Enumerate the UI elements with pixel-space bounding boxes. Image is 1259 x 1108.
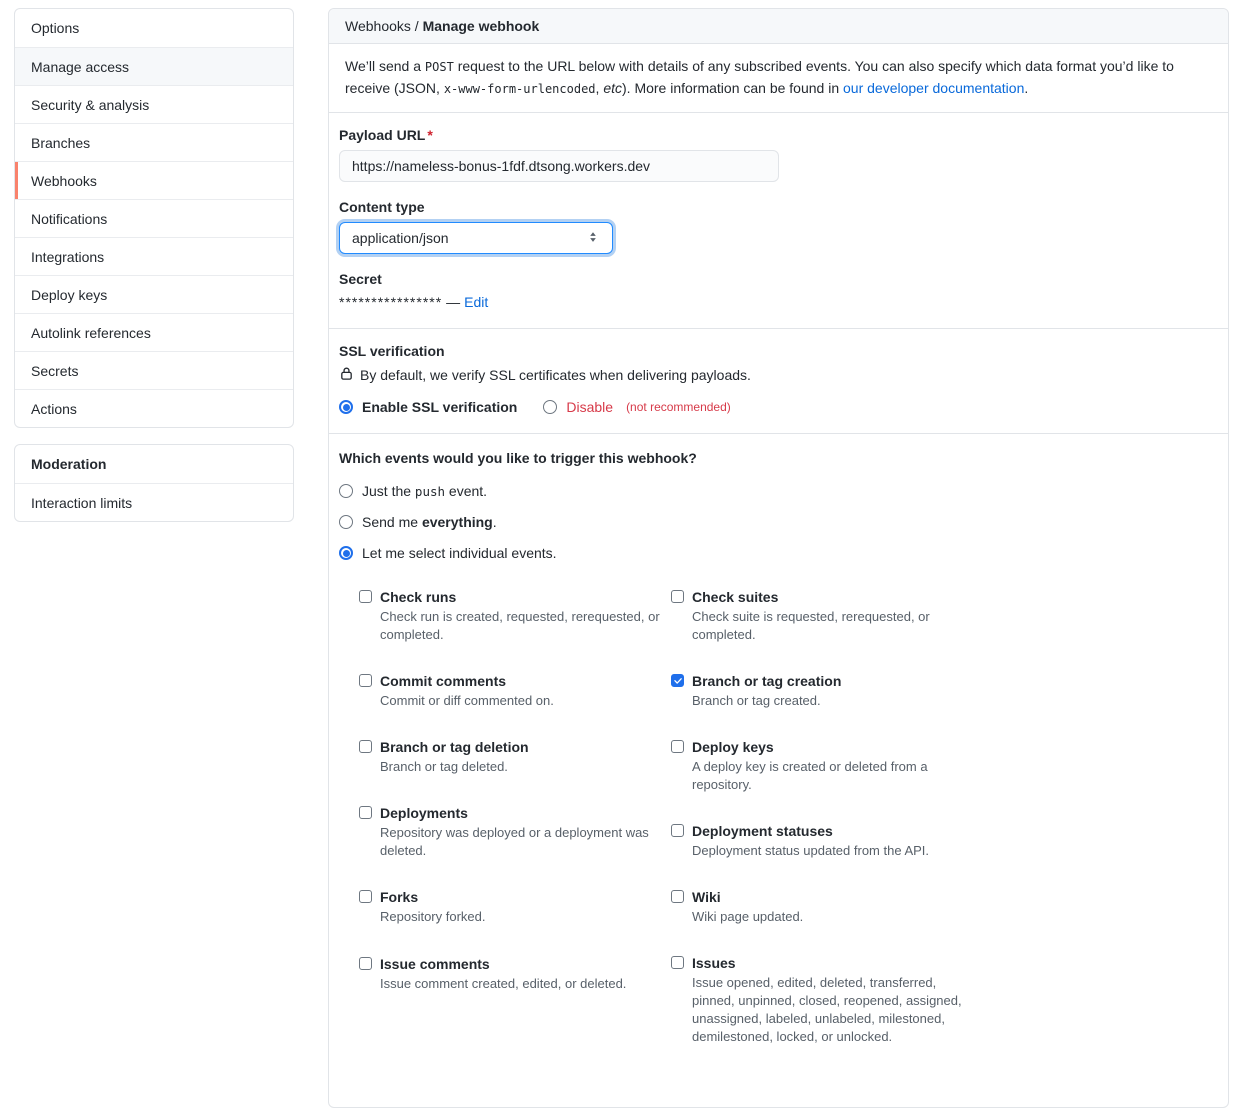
events-column-left bbox=[359, 587, 671, 1073]
sidebar-item-notifications[interactable]: Notifications bbox=[15, 199, 293, 237]
event-description: Wiki page updated. bbox=[692, 909, 804, 924]
event-title: Deploy keys bbox=[692, 739, 774, 755]
secret-edit-link[interactable]: Edit bbox=[464, 294, 489, 310]
event-description: Commit or diff commented on. bbox=[380, 693, 554, 708]
moderation-nav-group bbox=[14, 444, 294, 522]
just-push-radio[interactable] bbox=[339, 484, 353, 498]
radio-send-everything[interactable]: Send me everything. bbox=[339, 514, 1218, 530]
select-individual-radio[interactable] bbox=[339, 546, 353, 560]
sidebar-item-security-analysis[interactable]: Security & analysis bbox=[15, 85, 293, 123]
enable-ssl-radio-row[interactable] bbox=[339, 399, 517, 415]
deployment-statuses-checkbox[interactable] bbox=[671, 824, 684, 837]
payload-url-label: Payload URL * bbox=[339, 127, 433, 143]
event-title: Forks bbox=[380, 889, 419, 905]
ssl-note: By default, we verify SSL certificates when delivering payloads. bbox=[339, 366, 1218, 384]
radio-select-individual[interactable]: Let me select individual events. bbox=[339, 545, 1218, 561]
secret-masked-value: **************** bbox=[339, 294, 443, 310]
breadcrumb-separator: / bbox=[410, 18, 423, 34]
event-title: Check runs bbox=[380, 589, 457, 605]
sidebar-item-branches[interactable]: Branches bbox=[15, 123, 293, 161]
disable-ssl-radio[interactable] bbox=[543, 400, 557, 414]
event-title: Branch or tag deletion bbox=[380, 739, 529, 755]
sidebar-item-manage-access[interactable]: Manage access bbox=[15, 47, 293, 85]
sidebar-item-webhooks[interactable]: Webhooks bbox=[15, 161, 293, 199]
event-title: Deployments bbox=[380, 805, 468, 821]
sidebar-item-interaction-limits[interactable]: Interaction limits bbox=[15, 483, 293, 521]
events-grid bbox=[359, 587, 1218, 1073]
ssl-verification-section bbox=[329, 329, 1228, 434]
forks-checkbox[interactable] bbox=[359, 890, 372, 903]
radio-just-push[interactable]: Just the push event. bbox=[339, 483, 1218, 499]
moderation-header: Moderation bbox=[31, 456, 107, 472]
ssl-title: SSL verification bbox=[339, 343, 445, 359]
event-description: Branch or tag deleted. bbox=[380, 759, 508, 774]
events-question: Which events would you like to trigger this webhook? bbox=[339, 450, 697, 466]
ssl-radio-group bbox=[339, 399, 1218, 415]
disable-ssl-note: (not recommended) bbox=[626, 400, 731, 414]
content-type-label: Content type bbox=[339, 199, 425, 215]
event-title: Branch or tag creation bbox=[692, 673, 842, 689]
event-item-commit-comments bbox=[359, 671, 671, 710]
events-section bbox=[329, 434, 1228, 1089]
content-type-select[interactable] bbox=[339, 222, 613, 254]
issues-checkbox[interactable] bbox=[671, 956, 684, 969]
push-code: push bbox=[414, 484, 446, 499]
event-item-check-runs bbox=[359, 587, 671, 644]
event-item-branch-tag-creation bbox=[671, 671, 1218, 710]
event-title: Commit comments bbox=[380, 673, 507, 689]
disable-ssl-label: Disable bbox=[566, 399, 614, 415]
required-asterisk: * bbox=[427, 127, 433, 143]
payload-url-input[interactable] bbox=[339, 150, 779, 182]
settings-nav-group bbox=[14, 8, 294, 428]
event-item-deployment-statuses bbox=[671, 821, 1218, 860]
enable-ssl-radio[interactable] bbox=[339, 400, 353, 414]
breadcrumb bbox=[329, 9, 1228, 44]
issue-comments-checkbox[interactable] bbox=[359, 957, 372, 970]
sidebar-item-options[interactable]: Options bbox=[31, 20, 80, 36]
event-description: Repository was deployed or a deployment was deleted. bbox=[380, 825, 649, 858]
sidebar-item-secrets[interactable]: Secrets bbox=[15, 351, 293, 389]
branch-tag-deletion-checkbox[interactable] bbox=[359, 740, 372, 753]
secret-label: Secret bbox=[339, 271, 382, 287]
event-description: Check run is created, requested, rerequested, or completed. bbox=[380, 609, 660, 642]
check-suites-checkbox[interactable] bbox=[671, 590, 684, 603]
enable-ssl-label: Enable SSL verification bbox=[362, 399, 518, 415]
intro-text: We’ll send a POST request to the URL below with details of any subscribed events. You can also specify which data format you’d like to receive (JSON, x-www-form-urlencoded, etc). More information can be found in our developer documentation. bbox=[329, 44, 1228, 113]
sidebar-item-actions[interactable]: Actions bbox=[15, 389, 293, 427]
event-title: Issue comments bbox=[380, 956, 490, 972]
event-title: Deployment statuses bbox=[692, 823, 833, 839]
event-item-issue-comments bbox=[359, 954, 671, 993]
post-code: POST bbox=[424, 60, 454, 74]
event-description: Issue opened, edited, deleted, transferred, pinned, unpinned, closed, reopened, assigned, unassigned, labeled, unlabeled, milestoned, demilestoned, locked, or unlocked. bbox=[692, 975, 962, 1044]
event-description: Repository forked. bbox=[380, 909, 486, 924]
event-item-branch-tag-deletion bbox=[359, 737, 671, 776]
sidebar-item-deploy-keys[interactable]: Deploy keys bbox=[15, 275, 293, 313]
secret-row bbox=[339, 294, 1218, 310]
sidebar-item-integrations[interactable]: Integrations bbox=[15, 237, 293, 275]
event-title: Check suites bbox=[692, 589, 779, 605]
event-item-wiki bbox=[671, 887, 1218, 926]
sidebar-item-autolink-references[interactable]: Autolink references bbox=[15, 313, 293, 351]
commit-comments-checkbox[interactable] bbox=[359, 674, 372, 687]
breadcrumb-webhooks-link[interactable]: Webhooks bbox=[345, 18, 411, 34]
event-item-deploy-keys bbox=[671, 737, 1218, 794]
event-title: Issues bbox=[692, 955, 736, 971]
deployments-checkbox[interactable] bbox=[359, 806, 372, 819]
event-description: Branch or tag created. bbox=[692, 693, 821, 708]
event-title: Wiki bbox=[692, 889, 721, 905]
event-description: A deploy key is created or deleted from a repository. bbox=[692, 759, 928, 792]
select-arrows-icon bbox=[586, 230, 600, 247]
deploy-keys-checkbox[interactable] bbox=[671, 740, 684, 753]
breadcrumb-current: Manage webhook bbox=[422, 18, 540, 34]
event-description: Check suite is requested, rerequested, or completed. bbox=[692, 609, 930, 642]
lock-icon bbox=[339, 366, 354, 384]
check-runs-checkbox[interactable] bbox=[359, 590, 372, 603]
urlencoded-code: x-www-form-urlencoded bbox=[443, 82, 596, 96]
settings-sidebar bbox=[14, 8, 294, 538]
event-item-deployments bbox=[359, 803, 671, 860]
secret-separator: — bbox=[446, 294, 461, 310]
wiki-checkbox[interactable] bbox=[671, 890, 684, 903]
send-everything-radio[interactable] bbox=[339, 515, 353, 529]
branch-tag-creation-checkbox[interactable] bbox=[671, 674, 684, 687]
developer-docs-link[interactable]: our developer documentation bbox=[843, 80, 1025, 96]
disable-ssl-radio-row[interactable] bbox=[543, 399, 730, 415]
content-type-value: application/json bbox=[352, 230, 449, 246]
events-column-right bbox=[671, 587, 1218, 1073]
event-description: Deployment status updated from the API. bbox=[692, 843, 930, 858]
event-description: Issue comment created, edited, or deleted. bbox=[380, 976, 627, 991]
event-item-issues bbox=[671, 953, 1218, 1046]
manage-webhook-panel bbox=[328, 8, 1229, 1108]
event-item-check-suites bbox=[671, 587, 1218, 644]
event-item-forks bbox=[359, 887, 671, 926]
webhook-form-section bbox=[329, 113, 1228, 329]
